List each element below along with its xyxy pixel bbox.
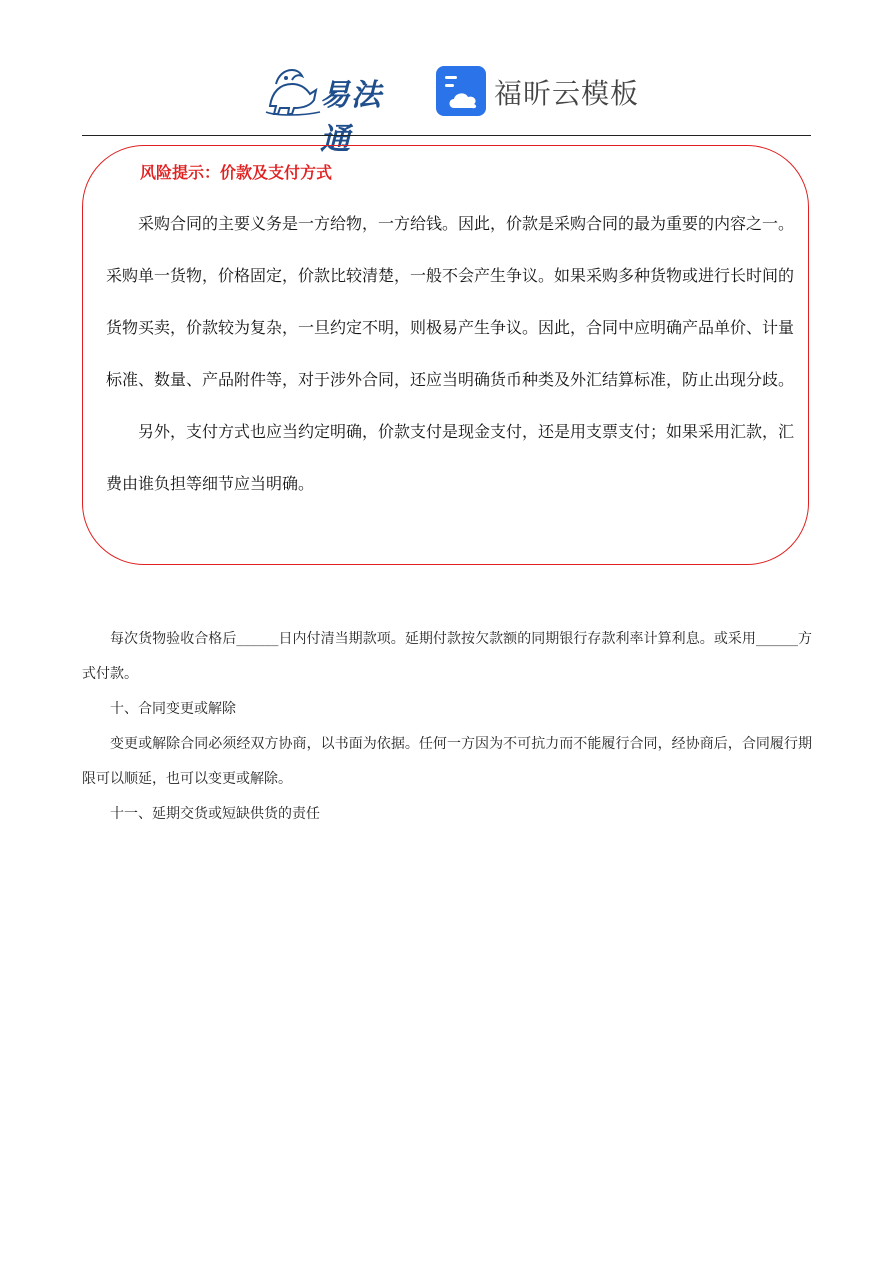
section-heading-11: 十一、延期交货或短缺供货的责任 [110, 806, 320, 822]
risk-notice-body [106, 198, 794, 510]
payment-clause: 每次货物验收合格后______日内付清当期款项。延期付款按欠款额的同期银行存款利率计算利息。或采用______方式付款。 [82, 631, 812, 682]
page-header [0, 56, 893, 157]
risk-notice-paragraph: 采购合同的主要义务是一方给物，一方给钱。因此，价款是采购合同的最为重要的内容之一。采购单一货物，价格固定，价款比较清楚，一般不会产生争议。如果采购多种货物或进行长时间的货物买卖，价款较为复杂，一旦约定不明，则极易产生争议。因此，合同中应明确产品单价、计量标准、数量、产品附件等，对于涉外合同，还应当明确货币种类及外汇结算标准，防止出现分歧。 [106, 214, 795, 389]
section-heading-10: 十、合同变更或解除 [110, 701, 236, 717]
yifatong-logo [262, 62, 412, 157]
qilin-icon [262, 62, 322, 118]
foxit-cloud-template-text: 福昕云模板 [494, 77, 640, 110]
contract-body [82, 622, 812, 832]
header-divider [82, 135, 811, 136]
risk-notice-paragraph: 另外，支付方式也应当约定明确，价款支付是现金支付，还是用支票支付；如果采用汇款，汇费由谁负担等细节应当明确。 [106, 422, 795, 493]
change-termination-clause: 变更或解除合同必须经双方协商，以书面为依据。任何一方因为不可抗力而不能履行合同，经协商后，合同履行期限可以顺延，也可以变更或解除。 [82, 736, 812, 787]
yifatong-logo-text: 易法通 [320, 78, 382, 157]
foxit-cloud-template-icon [436, 66, 486, 116]
risk-notice-title: 风险提示：价款及支付方式 [140, 163, 333, 182]
